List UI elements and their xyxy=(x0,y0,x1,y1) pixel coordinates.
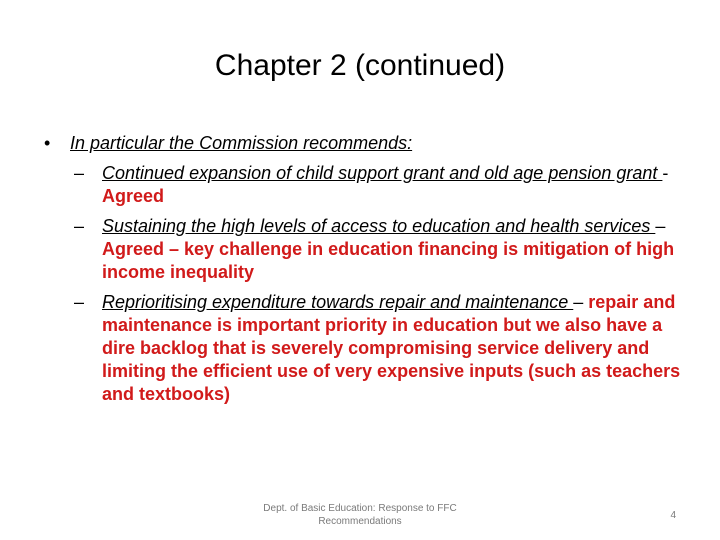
slide-content xyxy=(44,132,684,406)
dash-marker: – xyxy=(74,163,85,183)
bullet-lead-text: In particular the Commission recommends: xyxy=(70,133,413,153)
separator: - xyxy=(662,163,669,183)
dash-marker: – xyxy=(74,292,85,312)
sub-item-1 xyxy=(44,162,684,208)
slide-footer: Dept. of Basic Education: Response to FFC Recommendations xyxy=(263,503,457,527)
recommendation-text: Reprioritising expenditure towards repair and maintenance xyxy=(102,292,574,312)
separator: – xyxy=(573,292,589,312)
separator: – xyxy=(655,216,666,236)
page-number: 4 xyxy=(670,510,676,521)
bullet-item xyxy=(44,132,684,155)
response-text: Agreed xyxy=(102,186,165,206)
sub-item-2 xyxy=(44,215,684,284)
recommendation-text: Continued expansion of child support grant and old age pension grant xyxy=(102,163,663,183)
bullet-marker: • xyxy=(44,133,51,153)
response-text: repair and maintenance is important priority in education but we also have a dire backlog that is severely compromising service delivery and limiting the efficient use of very expensive inputs (such as teachers and textbooks) xyxy=(102,292,681,404)
dash-marker: – xyxy=(74,216,85,236)
response-text: Agreed – key challenge in education financing is mitigation of high income inequality xyxy=(102,239,675,282)
recommendation-text: Sustaining the high levels of access to education and health services xyxy=(102,216,656,236)
sub-item-3 xyxy=(44,291,684,406)
slide-title: Chapter 2 (continued) xyxy=(214,49,506,82)
